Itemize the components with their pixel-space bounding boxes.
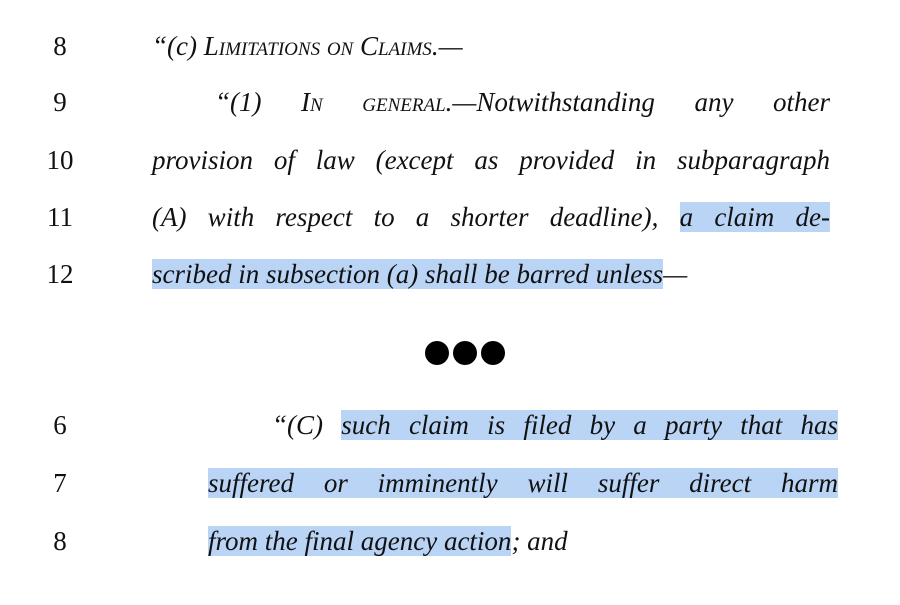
text-line: [152, 259, 687, 290]
text: —: [663, 259, 688, 289]
text: .—: [431, 31, 463, 61]
text-line: [208, 468, 838, 499]
text-line: [152, 202, 830, 233]
small-caps-heading: Limitations on Claims: [203, 31, 432, 61]
line-number: 8: [53, 31, 67, 61]
dot-icon: [481, 341, 505, 365]
highlighted-text[interactable]: a claim de-: [679, 202, 830, 232]
text: “(C): [272, 410, 342, 440]
highlighted-text[interactable]: scribed in subsection (a) shall be barred unless: [152, 259, 664, 289]
line-number: 7: [53, 468, 67, 498]
dot-icon: [425, 341, 449, 365]
text: .—Notwithstanding any other: [445, 87, 830, 117]
text-line: [215, 87, 830, 118]
line-number: 12: [46, 259, 74, 289]
line-number: 9: [53, 87, 67, 117]
highlighted-text[interactable]: from the final agency action: [208, 526, 512, 556]
text: provision of law (except as provided in subparagraph: [152, 145, 830, 175]
text: “(1): [215, 87, 302, 117]
line-number: 6: [53, 410, 67, 440]
ellipsis-dots-icon: [425, 341, 505, 365]
text-line: [152, 31, 463, 62]
line-number: 10: [46, 145, 74, 175]
highlighted-text[interactable]: such claim is filed by a party that has: [341, 410, 838, 440]
line-number: 8: [53, 526, 67, 556]
text-line: [208, 526, 568, 557]
text: “(c): [152, 31, 204, 61]
text: ; and: [511, 526, 568, 556]
line-number: 11: [47, 202, 73, 232]
highlighted-text[interactable]: suffered or imminently will suffer direct harm: [208, 468, 838, 498]
text-line: [272, 410, 838, 441]
text-line: [152, 145, 830, 176]
dot-icon: [453, 341, 477, 365]
text: (A) with respect to a shorter deadline),: [152, 202, 680, 232]
small-caps-heading: In general: [301, 87, 446, 117]
